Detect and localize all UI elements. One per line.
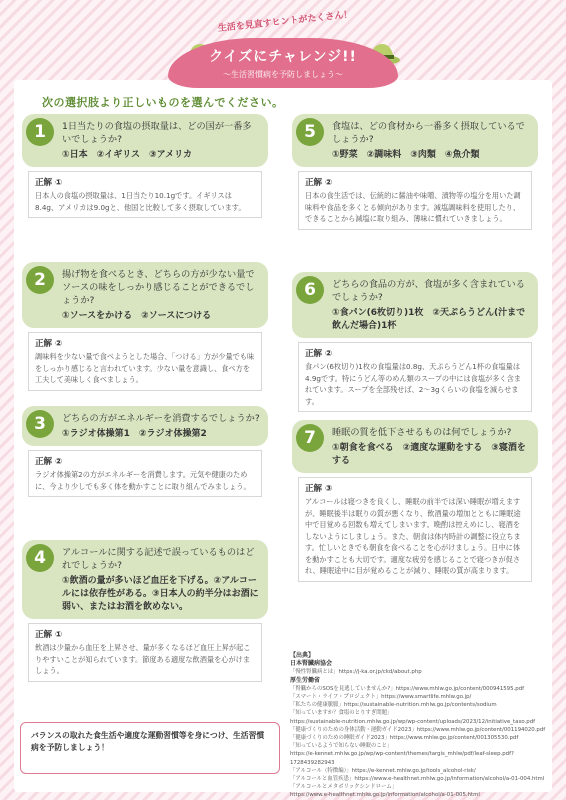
header-tagline: 生活を見直すヒントがたくさん！ (217, 9, 353, 35)
question-box (22, 406, 268, 446)
reference-line: https://e-kennet.mhlw.go.jp/wp/wp-content/themes/targis_mhlw/pdf/leaf-sleep.pdf?1728439282943 (290, 751, 514, 766)
reference-line: 「アルコールとメタボリックシンドローム」 (290, 784, 398, 791)
answer-text: ラジオ体操第2の方がエネルギーを消費します。元気や健康のために、今より少しでも多く体を動かすことに取り組んでみましょう。 (35, 470, 251, 491)
title-banner (168, 38, 398, 88)
reference-line: 「私たちの健康脈脈」https://sustainable-nutrition.mhlw.go.jp/contents/sodium (290, 702, 497, 709)
quiz-card-7 (292, 420, 538, 582)
reference-line: 「知っているようで知らない睡眠のこと」 (290, 743, 393, 750)
references-title: 【出典】 (290, 652, 315, 659)
answer-box (298, 171, 532, 230)
reference-line: 「腎臓からのSOSを見逃していませんか?」https://www.mhlw.go.jp/content/000941595.pdf (290, 685, 524, 692)
answer-label: 正解 ② (35, 339, 63, 349)
answer-text: アルコールは寝つきを良くし、睡眠の前半では深い睡眠が増えますが、睡眠後半は眠りの質が悪くなり、飲酒量の増加とともに睡眠途中で目覚める回数も増えてしまいます。晩酌は控えめにし、寝酒をしないようにしましょう。また、朝食は体内時計の調整に役立ちます。忙しいときでも朝食を食べることを心がけましょう。日中に体を動かすことも大切です。適度な疲労を感じることで寝つきが促され、睡眠途中に目が覚めることが減り、睡眠の質が高まります。 (305, 497, 521, 575)
question-options: ①食パン(6枚切り)1枚 ②天ぷらうどん(汁まで飲んだ場合)1杯 (332, 308, 526, 331)
question-number: 7 (296, 424, 324, 452)
reference-line: https://www.e-healthnet.mhlw.go.jp/information/alcohol/a-01-005.html (290, 792, 480, 799)
question-options: ①ラジオ体操第1 ②ラジオ体操第2 (62, 429, 207, 439)
question-number: 1 (26, 118, 54, 146)
answer-label: 正解 ① (35, 630, 63, 640)
footer-message: バランスの取れた食生活や適度な運動習慣等を身につけ、生活習慣病を予防しましょう！ (31, 731, 265, 752)
reference-line: 「健康づくりのための睡眠ガイド2023」https://www.mhlw.go.jp/content/001305530.pdf (290, 735, 519, 742)
question-text: どちらの食品の方が、食塩が多く含まれているでしょうか? (332, 279, 525, 303)
question-text: 1日当たりの食塩の摂取量は、どの国が一番多いでしょうか? (62, 121, 252, 145)
page-title: クイズにチャレンジ!! (209, 49, 357, 65)
quiz-card-2 (22, 262, 268, 391)
quiz-card-5 (292, 114, 538, 230)
quiz-card-6 (292, 272, 538, 412)
question-number: 5 (296, 118, 324, 146)
reference-line: 「アルコールと血管疾患」https://www.e-healthnet.mhlw.go.jp/information/alcohol/a-01-004.html (290, 776, 545, 783)
answer-label: 正解 ② (305, 178, 333, 188)
reference-line: https://sustainable-nutrition.mhlw.go.jp/wp/wp-content/uploads/2023/12/initiative_taxo.pdf (290, 718, 536, 725)
question-number: 2 (26, 266, 54, 294)
question-box (22, 540, 268, 619)
quiz-card-3 (22, 406, 268, 497)
answer-text: 日本人の食塩の摂取量は、1日当たり10.1gです。イギリスは8.4g、アメリカは9.0gと、他国と比較して多く摂取しています。 (35, 191, 246, 212)
question-options: ①日本 ②イギリス ③アメリカ (62, 150, 193, 160)
question-options: ①野菜 ②調味料 ③肉類 ④魚介類 (332, 150, 480, 160)
question-box (292, 420, 538, 473)
answer-box (298, 342, 532, 412)
quiz-card-4 (22, 540, 268, 682)
question-text: どちらの方がエネルギーを消費するでしょうか? (62, 413, 260, 424)
answer-text: 調味料を少ない量で食べようとした場合、「つける」方が少量でも味をしっかり感じると言われています。少ない量を意識し、食べ方を工夫して美味しく食べましょう。 (35, 352, 255, 384)
question-number: 6 (296, 276, 324, 304)
answer-text: 日本の食生活では、伝統的に醤油や味噌、漬物等の塩分を用いた調味料や食品を多くとる傾向があります。減塩調味料を使用したり、できることから減塩に取り組み、薄味に慣れていきましょう。 (305, 191, 521, 223)
reference-line: 日本腎臓病協会 (290, 660, 333, 668)
question-number: 3 (26, 410, 54, 438)
answer-box (28, 171, 262, 218)
header (0, 0, 566, 92)
answer-box (28, 332, 262, 391)
references (290, 652, 546, 800)
page-subtitle: ～生活習慣病を予防しましょう～ (223, 70, 343, 79)
instruction: 次の選択肢より正しいものを選んでください。 (42, 96, 284, 109)
question-box (292, 114, 538, 167)
question-text: アルコールに関する記述で誤っているものはどれでしょうか? (62, 547, 255, 571)
question-options: ①ソースをかける ②ソースにつける (62, 311, 212, 321)
reference-line: 「健康づくりのための身体活動・運動ガイド2023」https://www.mhlw.go.jp/content/001194020.pdf (290, 726, 546, 733)
answer-box (298, 477, 532, 582)
answer-text: 飲酒は少量から血圧を上昇させ、量が多くなるほど血圧上昇が起こりやすいことが知られています。節度ある適度な飲酒量を心がけましょう。 (35, 643, 251, 675)
answer-text: 食パン(6枚切り)1枚の食塩量は0.8g、天ぷらうどん1杯の食塩量は4.9gです。特にうどん等のめん類のスープの中には食塩が多く含まれています。スープを全部残せば、2～3gくらいの食塩を減らせます。 (305, 362, 521, 406)
question-text: 揚げ物を食べるとき、どちらの方が少ない量でソースの味をしっかり感じることができるでしょうか? (62, 269, 255, 306)
reference-line: 「慢性腎臓病とは」https://j-ka.or.jp/ckd/about.php (290, 669, 422, 676)
answer-box (28, 450, 262, 497)
question-options: ①飲酒の量が多いほど血圧を下げる。②アルコールには依存性がある。③日本人の約半分はお酒に弱い、またはお酒を飲めない。 (62, 576, 259, 612)
question-options: ①朝食を食べる ②適度な運動をする ③寝酒をする (332, 443, 526, 466)
question-box (22, 262, 268, 328)
question-box (22, 114, 268, 167)
reference-line: 「スマート・ライフ・プロジェクト」https://www.smartlife.mhlw.go.jp/ (290, 694, 472, 701)
question-text: 食塩は、どの食材から一番多く摂取しているでしょうか? (332, 121, 525, 145)
question-text: 睡眠の質を低下させるものは何でしょうか? (332, 427, 512, 438)
quiz-card-1 (22, 114, 268, 218)
answer-label: 正解 ③ (305, 484, 333, 494)
reference-line: 「知っていますか？食塩のとりすぎ問題」 (290, 710, 393, 717)
answer-label: 正解 ② (305, 349, 333, 359)
answer-label: 正解 ① (35, 178, 63, 188)
question-number: 4 (26, 544, 54, 572)
reference-line: 「アルコール（特徴編）」https://e-kennet.mhlw.go.jp/tools_alcohol-risk/ (290, 767, 476, 774)
question-box (292, 272, 538, 338)
reference-line: 厚生労働省 (290, 676, 321, 684)
answer-label: 正解 ② (35, 457, 63, 467)
message-scroll (20, 722, 280, 774)
answer-box (28, 623, 262, 682)
